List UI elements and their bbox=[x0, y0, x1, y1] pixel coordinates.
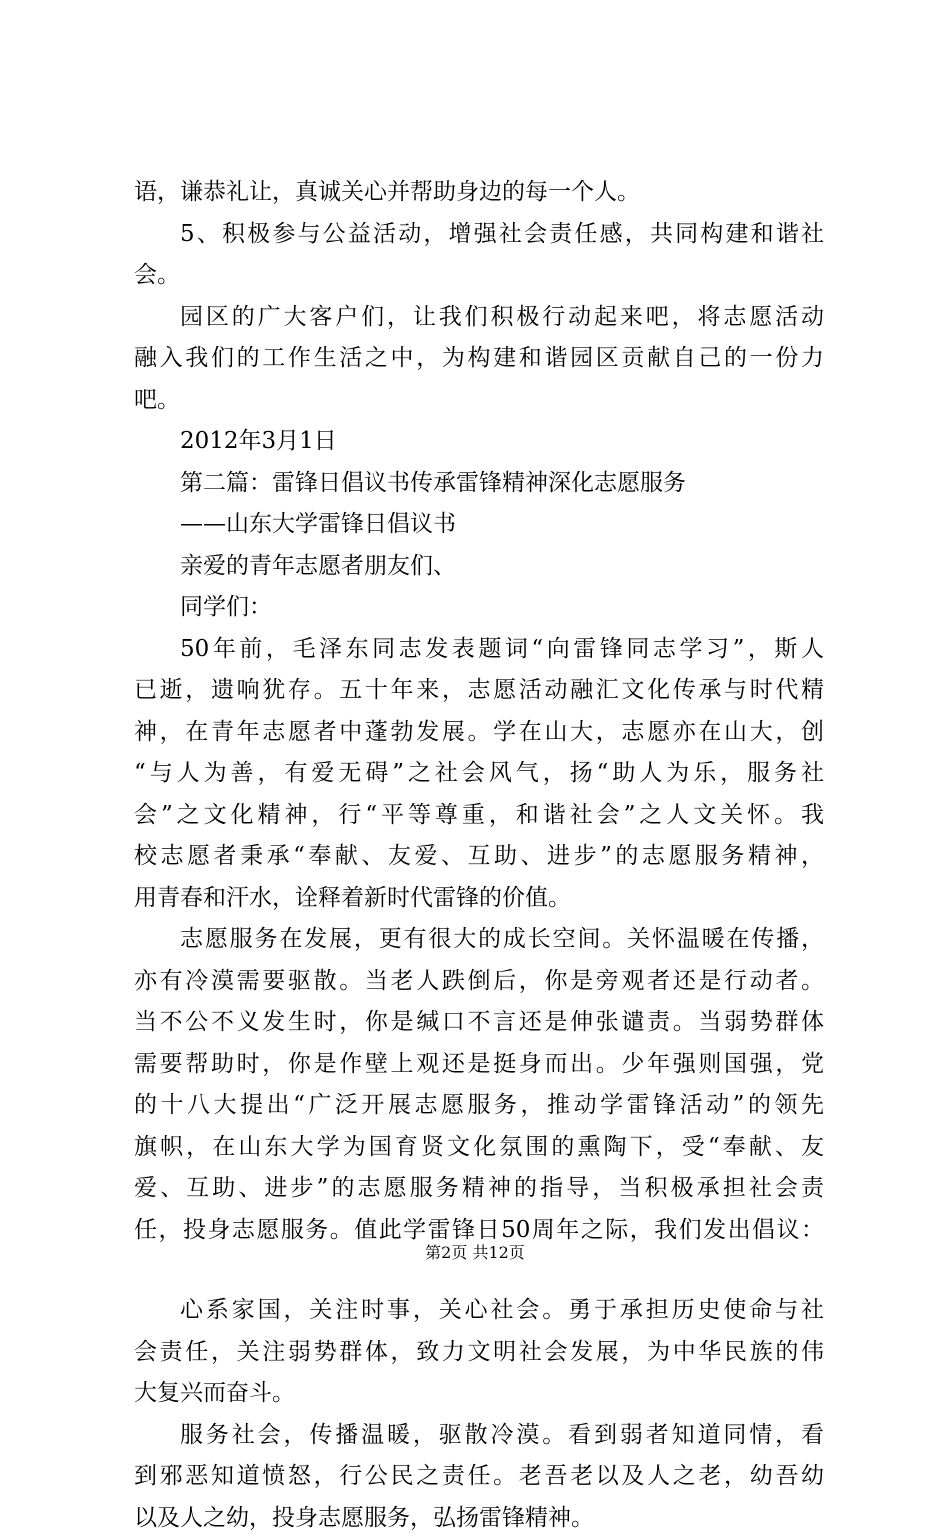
text-line: 亦有冷漠需要驱散。当老人跌倒后，你是旁观者还是行动者。 bbox=[134, 961, 824, 1003]
document-body bbox=[134, 172, 824, 1539]
text-line: 的十八大提出“广泛开展志愿服务，推动学雷锋活动”的领先 bbox=[134, 1085, 824, 1127]
text-line: 旗帜，在山东大学为国育贤文化氛围的熏陶下，受“奉献、友 bbox=[134, 1127, 824, 1169]
text-line: 任，投身志愿服务。值此学雷锋日50周年之际，我们发出倡议： bbox=[134, 1210, 824, 1252]
text-line: 服务社会，传播温暖，驱散冷漠。看到弱者知道同情，看 bbox=[134, 1415, 824, 1457]
text-line: 5、积极参与公益活动，增强社会责任感，共同构建和谐社 bbox=[134, 214, 824, 256]
text-line: 园区的广大客户们，让我们积极行动起来吧，将志愿活动 bbox=[134, 297, 824, 339]
text-line: 以及人之幼，投身志愿服务，弘扬雷锋精神。 bbox=[134, 1498, 824, 1539]
text-line: 爱、互助、进步”的志愿服务精神的指导，当积极承担社会责 bbox=[134, 1168, 824, 1210]
text-line: 已逝，遗响犹存。五十年来，志愿活动融汇文化传承与时代精 bbox=[134, 670, 824, 712]
text-line: 志愿服务在发展，更有很大的成长空间。关怀温暖在传播， bbox=[134, 919, 824, 961]
text-line: 2012年3月1日 bbox=[134, 421, 824, 463]
text-line: 大复兴而奋斗。 bbox=[134, 1373, 824, 1415]
text-line: 校志愿者秉承“奉献、友爱、互助、进步”的志愿服务精神， bbox=[134, 836, 824, 878]
text-line: 神，在青年志愿者中蓬勃发展。学在山大，志愿亦在山大，创 bbox=[134, 712, 824, 754]
text-line: 会。 bbox=[134, 255, 824, 297]
text-line: 需要帮助时，你是作壁上观还是挺身而出。少年强则国强，党 bbox=[134, 1044, 824, 1086]
text-line: 会”之文化精神，行“平等尊重，和谐社会”之人文关怀。我 bbox=[134, 795, 824, 837]
text-line: 语，谦恭礼让，真诚关心并帮助身边的每一个人。 bbox=[134, 172, 824, 214]
text-line: 吧。 bbox=[134, 380, 824, 422]
text-line: 同学们： bbox=[134, 587, 824, 629]
text-line: 当不公不义发生时，你是缄口不言还是伸张谴责。当弱势群体 bbox=[134, 1002, 824, 1044]
text-line: ——山东大学雷锋日倡议书 bbox=[134, 504, 824, 546]
text-line: “与人为善，有爱无碍”之社会风气，扬“助人为乐，服务社 bbox=[134, 753, 824, 795]
text-line: 50年前，毛泽东同志发表题词“向雷锋同志学习”，斯人 bbox=[134, 629, 824, 671]
text-line: 亲爱的青年志愿者朋友们、 bbox=[134, 546, 824, 588]
text-line: 到邪恶知道愤怒，行公民之责任。老吾老以及人之老，幼吾幼 bbox=[134, 1456, 824, 1498]
text-line: 第二篇：雷锋日倡议书传承雷锋精神深化志愿服务 bbox=[134, 463, 824, 505]
text-line: 会责任，关注弱势群体，致力文明社会发展，为中华民族的伟 bbox=[134, 1332, 824, 1374]
text-line: 心系家国，关注时事，关心社会。勇于承担历史使命与社 bbox=[134, 1290, 824, 1332]
text-line: 融入我们的工作生活之中，为构建和谐园区贡献自己的一份力 bbox=[134, 338, 824, 380]
page-footer: 第2页 共12页 bbox=[0, 1242, 950, 1264]
text-line: 用青春和汗水，诠释着新时代雷锋的价值。 bbox=[134, 878, 824, 920]
